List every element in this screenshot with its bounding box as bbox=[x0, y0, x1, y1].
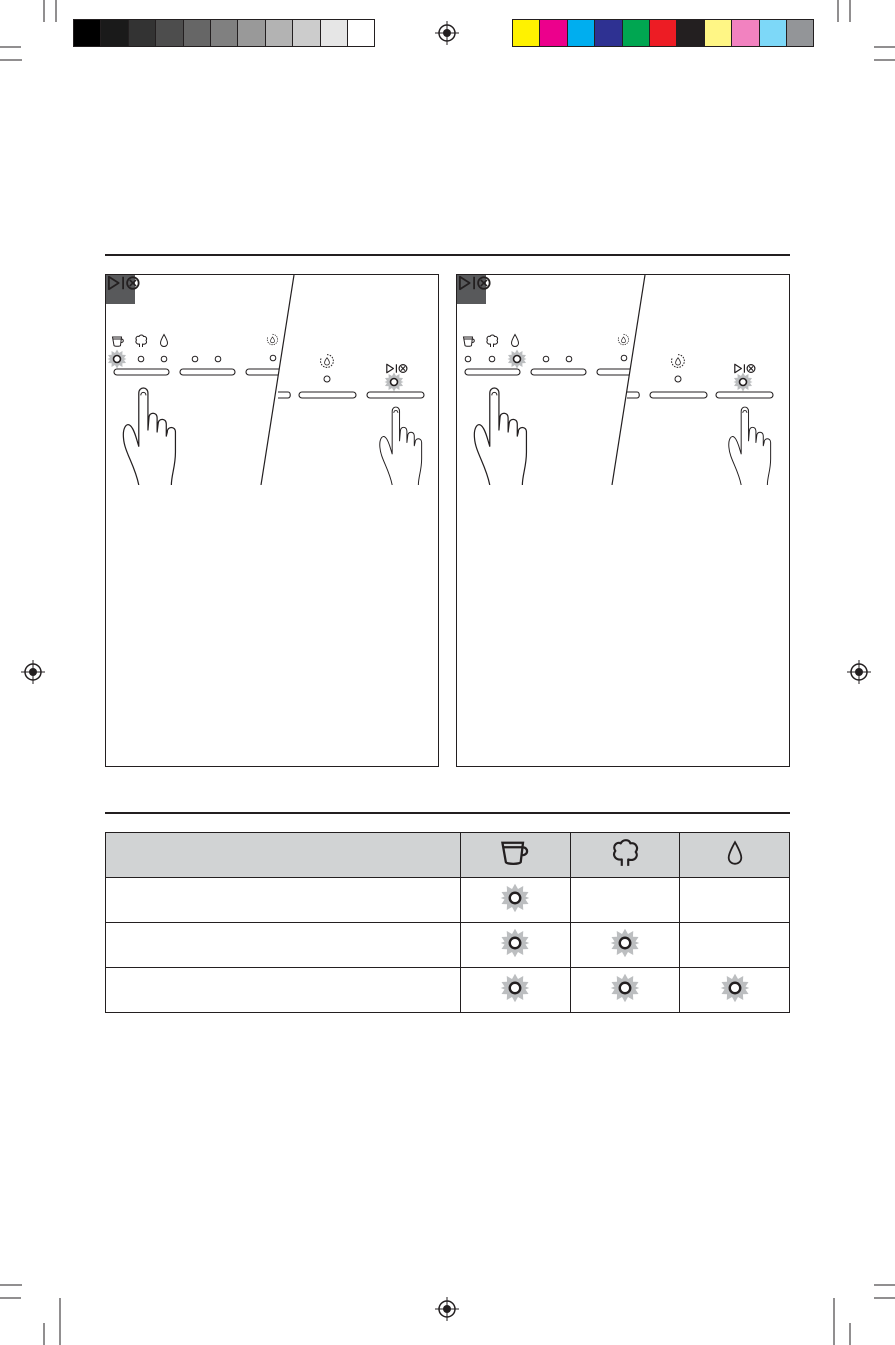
table-cell bbox=[461, 968, 571, 1013]
button-bar-start[interactable] bbox=[716, 392, 773, 398]
section-divider-top bbox=[105, 254, 790, 256]
registration-mark-right bbox=[847, 660, 871, 684]
panel-text-area bbox=[106, 485, 438, 767]
panel-text-area bbox=[457, 485, 789, 767]
table-cell bbox=[570, 968, 680, 1013]
table-row bbox=[106, 923, 790, 968]
table-header-cup bbox=[461, 833, 571, 878]
button-bar-descale[interactable] bbox=[299, 392, 356, 398]
instruction-panel-left bbox=[105, 274, 439, 767]
table-cell bbox=[570, 923, 680, 968]
cup-icon bbox=[499, 839, 531, 867]
button-bar-descale[interactable] bbox=[650, 392, 707, 398]
table-row-label bbox=[106, 878, 461, 923]
cup-icon bbox=[113, 337, 124, 346]
hand-press-left bbox=[474, 388, 526, 485]
button-bar-start[interactable] bbox=[367, 392, 424, 398]
table-row-label bbox=[106, 968, 461, 1013]
button-bar-1[interactable] bbox=[465, 369, 520, 375]
registration-mark-bottom bbox=[435, 1297, 459, 1321]
indicator-levels-table bbox=[105, 832, 790, 1013]
indicator-drop-lit bbox=[508, 350, 527, 369]
tree-icon bbox=[610, 838, 640, 868]
indicator-lit-icon bbox=[500, 973, 530, 1003]
table-cell bbox=[570, 878, 680, 923]
descale-icon bbox=[267, 334, 277, 344]
table-header-label bbox=[106, 833, 461, 878]
section-divider-bottom bbox=[105, 812, 790, 814]
registration-mark-top bbox=[435, 21, 459, 45]
tree-icon bbox=[136, 335, 147, 347]
start-stop-icon bbox=[106, 275, 142, 291]
table-cell bbox=[680, 878, 790, 923]
cup-icon bbox=[464, 337, 475, 346]
table-row bbox=[106, 878, 790, 923]
drop-icon bbox=[161, 335, 168, 347]
table-cell bbox=[461, 878, 571, 923]
table-row-label bbox=[106, 923, 461, 968]
table-row bbox=[106, 968, 790, 1013]
indicator-lit-icon bbox=[500, 928, 530, 958]
table-cell bbox=[680, 923, 790, 968]
start-stop-icon bbox=[457, 275, 493, 291]
table-cell bbox=[680, 968, 790, 1013]
registration-mark-left bbox=[21, 660, 45, 684]
indicator-cup-lit bbox=[108, 350, 127, 369]
table-header-tree bbox=[570, 833, 680, 878]
tree-icon bbox=[487, 335, 498, 347]
table-header-row bbox=[106, 833, 790, 878]
indicator-lit-icon bbox=[610, 973, 640, 1003]
panel-illustration-left bbox=[106, 275, 438, 485]
indicator-lit-icon bbox=[610, 928, 640, 958]
table-header-drop bbox=[680, 833, 790, 878]
indicator-lit-icon bbox=[720, 973, 750, 1003]
table-cell bbox=[461, 923, 571, 968]
button-bar-2[interactable] bbox=[531, 369, 586, 375]
panel-illustration-right bbox=[457, 275, 789, 485]
drop-icon bbox=[512, 335, 519, 347]
button-bar-1[interactable] bbox=[114, 369, 169, 375]
indicator-lit-icon bbox=[500, 883, 530, 913]
descale-icon bbox=[618, 334, 628, 344]
drop-icon bbox=[726, 840, 744, 866]
button-bar-2[interactable] bbox=[180, 369, 235, 375]
hand-press-left bbox=[123, 388, 175, 485]
instruction-panel-right bbox=[456, 274, 790, 767]
